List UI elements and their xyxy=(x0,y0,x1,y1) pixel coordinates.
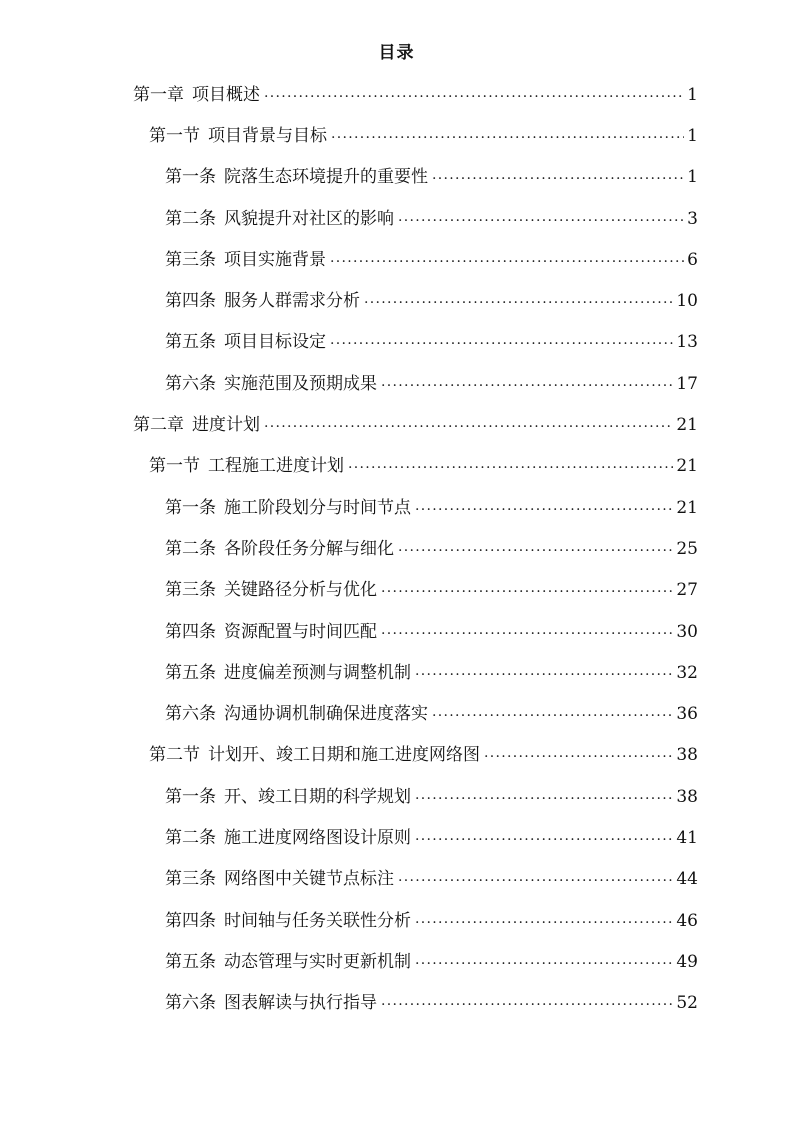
toc-entry[interactable] xyxy=(0,487,698,528)
toc-entry-number: 第一条 xyxy=(165,786,216,807)
toc-entry[interactable] xyxy=(0,239,698,280)
toc-entry-page-number: 3 xyxy=(687,208,698,229)
dot-leader xyxy=(330,250,684,270)
toc-entry-number: 第二节 xyxy=(149,745,200,766)
toc-entry-label xyxy=(165,993,377,1013)
toc-entry-text: 关键路径分析与优化 xyxy=(224,580,377,601)
toc-entry-label xyxy=(165,663,411,683)
dot-leader xyxy=(330,332,673,352)
dot-leader xyxy=(415,911,673,931)
toc-entry[interactable] xyxy=(0,776,698,817)
toc-entry[interactable] xyxy=(0,693,698,734)
toc-entry-number: 第二条 xyxy=(165,827,216,848)
toc-entry-number: 第五条 xyxy=(165,951,216,972)
toc-entry-label xyxy=(165,332,326,352)
toc-entry-number: 第一节 xyxy=(149,456,200,477)
dot-leader xyxy=(432,704,673,724)
toc-entry-text: 院落生态环境提升的重要性 xyxy=(224,167,428,188)
toc-entry-number: 第三条 xyxy=(165,249,216,270)
toc-entry-label xyxy=(165,291,360,311)
toc-entry-page-number: 49 xyxy=(676,951,698,972)
toc-entry[interactable] xyxy=(0,115,698,156)
toc-entry-label xyxy=(165,869,394,889)
toc-entry-text: 项目目标设定 xyxy=(224,332,326,353)
toc-entry-label xyxy=(149,456,344,476)
toc-entry[interactable] xyxy=(0,983,698,1024)
toc-entry-text: 施工进度网络图设计原则 xyxy=(224,827,411,848)
toc-entry-text: 网络图中关键节点标注 xyxy=(224,869,394,890)
toc-entry-page-number: 30 xyxy=(676,621,698,642)
dot-leader xyxy=(264,85,684,105)
toc-entry-number: 第一章 xyxy=(133,84,184,105)
toc-entry-page-number: 38 xyxy=(676,786,698,807)
toc-entry-text: 服务人群需求分析 xyxy=(224,291,360,312)
toc-entry-page-number: 32 xyxy=(676,662,698,683)
toc-entry-number: 第五条 xyxy=(165,662,216,683)
toc-entry-label xyxy=(133,415,260,435)
toc-entry-label xyxy=(165,539,394,559)
toc-entry-page-number: 17 xyxy=(676,373,698,394)
toc-entry[interactable] xyxy=(0,404,698,445)
toc-entry[interactable] xyxy=(0,363,698,404)
toc-entry-label xyxy=(165,787,411,807)
toc-entry-text: 沟通协调机制确保进度落实 xyxy=(224,704,428,725)
dot-leader xyxy=(381,622,673,642)
dot-leader xyxy=(331,126,684,146)
toc-entry-page-number: 21 xyxy=(676,456,698,477)
toc-entry-page-number: 10 xyxy=(676,291,698,312)
dot-leader xyxy=(264,415,673,435)
toc-entry-text: 工程施工进度计划 xyxy=(208,456,344,477)
toc-entry-number: 第四条 xyxy=(165,621,216,642)
toc-entry[interactable] xyxy=(0,322,698,363)
toc-entry-number: 第四条 xyxy=(165,910,216,931)
dot-leader xyxy=(381,993,673,1013)
toc-entry[interactable] xyxy=(0,941,698,982)
dot-leader xyxy=(381,580,673,600)
toc-entry[interactable] xyxy=(0,611,698,652)
toc-entry-label xyxy=(165,622,377,642)
toc-entry-text: 项目实施背景 xyxy=(224,249,326,270)
toc-entry-text: 施工阶段划分与时间节点 xyxy=(224,497,411,518)
toc-entry-number: 第六条 xyxy=(165,993,216,1014)
toc-entry-text: 实施范围及预期成果 xyxy=(224,373,377,394)
dot-leader xyxy=(415,828,673,848)
toc-entry-page-number: 6 xyxy=(687,249,698,270)
toc-entry-text: 时间轴与任务关联性分析 xyxy=(224,910,411,931)
toc-entry-text: 计划开、竣工日期和施工进度网络图 xyxy=(208,745,480,766)
toc-entry-label xyxy=(165,498,411,518)
toc-entry[interactable] xyxy=(0,280,698,321)
toc-entry-text: 项目概述 xyxy=(192,84,260,105)
toc-entry-label xyxy=(165,828,411,848)
dot-leader xyxy=(415,663,673,683)
toc-entry-text: 图表解读与执行指导 xyxy=(224,993,377,1014)
toc-entry-number: 第一条 xyxy=(165,167,216,188)
toc-entry-number: 第四条 xyxy=(165,291,216,312)
toc-entry-page-number: 21 xyxy=(676,415,698,436)
toc-entry[interactable] xyxy=(0,817,698,858)
toc-entry-number: 第一节 xyxy=(149,125,200,146)
toc-entry-number: 第二条 xyxy=(165,208,216,229)
toc-entry-text: 开、竣工日期的科学规划 xyxy=(224,786,411,807)
toc-entry-page-number: 36 xyxy=(676,704,698,725)
toc-entry-text: 进度偏差预测与调整机制 xyxy=(224,662,411,683)
dot-leader xyxy=(415,952,673,972)
toc-entry-text: 资源配置与时间匹配 xyxy=(224,621,377,642)
toc-entry-label xyxy=(133,85,260,105)
dot-leader xyxy=(398,869,673,889)
dot-leader xyxy=(415,787,673,807)
toc-entry-number: 第一条 xyxy=(165,497,216,518)
dot-leader xyxy=(415,498,673,518)
toc-entry-page-number: 13 xyxy=(676,332,698,353)
toc-entry[interactable] xyxy=(0,652,698,693)
dot-leader xyxy=(484,745,673,765)
toc-entry-number: 第二章 xyxy=(133,415,184,436)
toc-entry-label xyxy=(165,911,411,931)
toc-entry-label xyxy=(149,745,480,765)
toc-entry[interactable] xyxy=(0,74,698,115)
toc-entry-page-number: 44 xyxy=(676,869,698,890)
toc-title: 目录 xyxy=(378,43,415,63)
toc-entry-page-number: 1 xyxy=(687,167,698,188)
toc-entry-number: 第三条 xyxy=(165,869,216,890)
toc-entry[interactable] xyxy=(0,570,698,611)
toc-entry-label xyxy=(165,704,428,724)
toc-entry-page-number: 52 xyxy=(676,993,698,1014)
toc-entry-label xyxy=(165,374,377,394)
toc-entry-page-number: 1 xyxy=(687,125,698,146)
toc-entry-number: 第三条 xyxy=(165,580,216,601)
toc-entry-label xyxy=(165,209,394,229)
toc-entry-page-number: 25 xyxy=(676,538,698,559)
toc-entry-number: 第六条 xyxy=(165,373,216,394)
toc-entry[interactable] xyxy=(0,446,698,487)
toc-entry[interactable] xyxy=(0,900,698,941)
toc-entry-label xyxy=(165,167,428,187)
toc-entry-label xyxy=(149,126,327,146)
toc-entry[interactable] xyxy=(0,198,698,239)
dot-leader xyxy=(432,167,684,187)
dot-leader xyxy=(348,456,673,476)
toc-entry[interactable] xyxy=(0,859,698,900)
toc-entry[interactable] xyxy=(0,735,698,776)
toc-entry-label xyxy=(165,250,326,270)
toc-entry-page-number: 1 xyxy=(687,84,698,105)
dot-leader xyxy=(364,291,673,311)
dot-leader xyxy=(381,374,673,394)
toc-entry-page-number: 41 xyxy=(676,827,698,848)
toc-entry-text: 项目背景与目标 xyxy=(208,125,327,146)
toc-entry-text: 进度计划 xyxy=(192,415,260,436)
toc-entry-number: 第五条 xyxy=(165,332,216,353)
toc-entry-text: 风貌提升对社区的影响 xyxy=(224,208,394,229)
dot-leader xyxy=(398,209,684,229)
toc-entry-number: 第二条 xyxy=(165,538,216,559)
toc-entry-page-number: 21 xyxy=(676,497,698,518)
toc-entry-text: 动态管理与实时更新机制 xyxy=(224,951,411,972)
toc-entry-label xyxy=(165,580,377,600)
toc-entry-page-number: 38 xyxy=(676,745,698,766)
toc-entry-label xyxy=(165,952,411,972)
toc-entry-page-number: 27 xyxy=(676,580,698,601)
toc-entry[interactable] xyxy=(0,157,698,198)
dot-leader xyxy=(398,539,673,559)
toc-entry-number: 第六条 xyxy=(165,704,216,725)
toc-entry-text: 各阶段任务分解与细化 xyxy=(224,538,394,559)
toc-entry[interactable] xyxy=(0,528,698,569)
toc-entry-page-number: 46 xyxy=(676,910,698,931)
toc-list xyxy=(0,74,793,1024)
